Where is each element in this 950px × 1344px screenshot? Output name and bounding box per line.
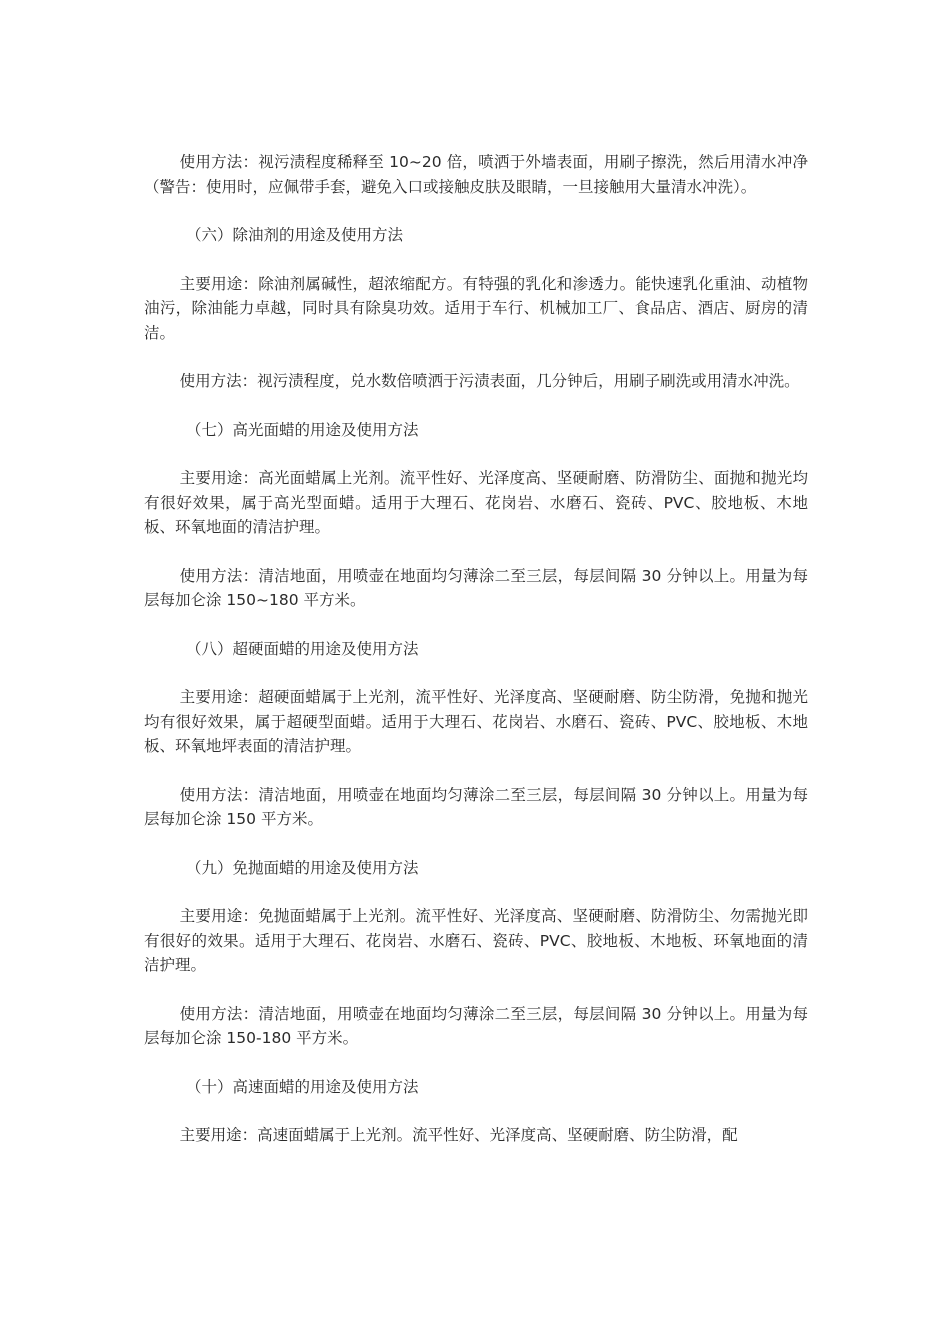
usage-method-paragraph: 使用方法：清洁地面，用喷壶在地面均匀薄涂二至三层，每层间隔 30 分钟以上。用量为每层每加仑涂 150-180 平方米。 [144, 1004, 808, 1047]
document-body [144, 150, 808, 1172]
main-use-paragraph: 主要用途：超硬面蜡属于上光剂，流平性好、光泽度高、坚硬耐磨、防尘防滑，免抛和抛光均有很好效果，属于超硬型面蜡。适用于大理石、花岗岩、水磨石、瓷砖、PVC、胶地板、木地板、环氧地坪表面的清洁护理。 [144, 688, 808, 755]
section-heading-8: （八）超硬面蜡的用途及使用方法 [186, 639, 419, 658]
usage-method-paragraph: 使用方法：清洁地面，用喷壶在地面均匀薄涂二至三层，每层间隔 30 分钟以上。用量为每层每加仑涂 150 平方米。 [144, 785, 808, 828]
section-heading-6: （六）除油剂的用途及使用方法 [186, 226, 404, 244]
main-use-paragraph: 主要用途：高光面蜡属上光剂。流平性好、光泽度高、坚硬耐磨、防滑防尘、面抛和抛光均有很好效果，属于高光型面蜡。适用于大理石、花岗岩、水磨石、瓷砖、PVC、胶地板、木地板、环氧地面的清洁护理。 [144, 469, 808, 536]
main-use-paragraph: 主要用途：免抛面蜡属于上光剂。流平性好、光泽度高、坚硬耐磨、防滑防尘、勿需抛光即有很好的效果。适用于大理石、花岗岩、水磨石、瓷砖、PVC、胶地板、木地板、环氧地面的清洁护理。 [144, 907, 808, 974]
section-heading-10: （十）高速面蜡的用途及使用方法 [186, 1077, 419, 1096]
main-use-paragraph: 主要用途：高速面蜡属于上光剂。流平性好、光泽度高、坚硬耐磨、防尘防滑，配 [179, 1126, 738, 1144]
usage-method-paragraph: 使用方法：清洁地面，用喷壶在地面均匀薄涂二至三层，每层间隔 30 分钟以上。用量为每层每加仑涂 150~180 平方米。 [144, 566, 808, 609]
section-heading-9: （九）免抛面蜡的用途及使用方法 [186, 858, 419, 877]
usage-method-paragraph: 使用方法：视污渍程度稀释至 10~20 倍，喷洒于外墙表面，用刷子擦洗，然后用清水冲净（警告：使用时，应佩带手套，避免入口或接触皮肤及眼睛，一旦接触用大量清水冲洗）。 [144, 153, 808, 196]
main-use-paragraph: 主要用途：除油剂属碱性，超浓缩配方。有特强的乳化和渗透力。能快速乳化重油、动植物油污，除油能力卓越，同时具有除臭功效。适用于车行、机械加工厂、食品店、酒店、厨房的清洁。 [144, 274, 808, 342]
usage-method-paragraph: 使用方法：视污渍程度，兑水数倍喷洒于污渍表面，几分钟后，用刷子刷洗或用清水冲洗。 [179, 372, 800, 390]
section-heading-7: （七）高光面蜡的用途及使用方法 [186, 420, 419, 439]
